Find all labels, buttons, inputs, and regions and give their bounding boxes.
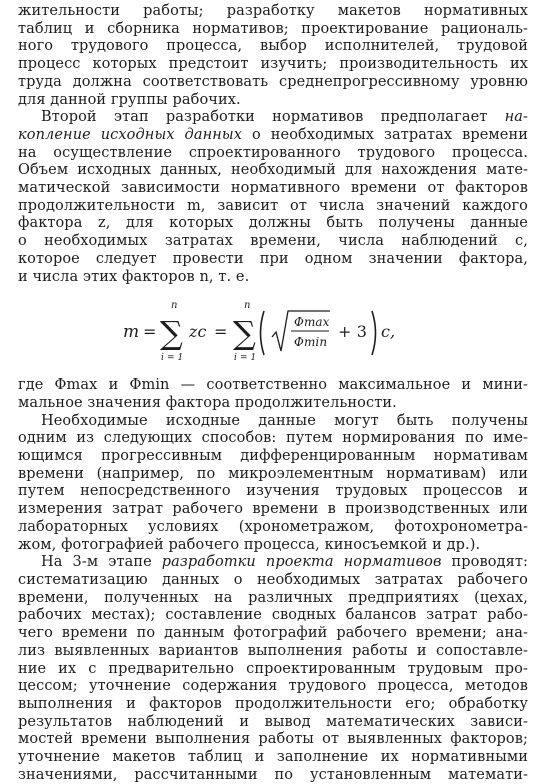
formula-equals: = [214, 322, 228, 342]
text-line: значениями, рассчитанными по установленным математи- [18, 766, 528, 783]
sum-upper-limit: n [171, 300, 178, 312]
text-line: продолжительности m, зависит от числа значений каждого [18, 197, 528, 214]
text-line: фактора z, для которых должны быть получены данные [18, 215, 528, 232]
text-line: уточнение макетов таблиц и заполнение их нормативными [18, 749, 528, 766]
sum-sign-2: ∑ [233, 314, 256, 353]
text-line: труда должна соответствовать среднепрогрессивному уровню [18, 73, 528, 90]
formula-tail: c, [381, 322, 396, 342]
text-line: матической зависимости нормативного времени от факторов [18, 180, 528, 197]
text-line: жительности работы; разработку макетов нормативных [18, 3, 528, 19]
paragraph-4 [18, 413, 528, 555]
phi-min: Φmin [294, 335, 328, 350]
text-line: таблиц и сборника нормативов; проектирование рациональ- [18, 20, 528, 37]
text-line: на осуществление спроектированного трудового процесса. [18, 144, 528, 161]
italic-term: разработки проекта нормативов [161, 554, 442, 571]
text-line: ние их с предварительно спроектированным трудовым про- [18, 660, 528, 677]
text-run: Второй этап разработки нормативов предполагает [41, 109, 505, 126]
text-line: результатов наблюдений и вывод математических зависи- [18, 713, 528, 730]
text-line [18, 127, 528, 145]
formula-graphic [123, 293, 423, 373]
paragraph-3 [18, 377, 528, 412]
phi-max: Φmax [294, 315, 330, 330]
formula [18, 293, 528, 373]
text-line: где Φmax и Φmin — соответственно максимальное и мини- [18, 377, 528, 394]
text-line: жом, фотографией рабочего процесса, киносъемкой и др.). [18, 536, 481, 553]
text-line: времени, полученных на различных предприятиях (цехах, [18, 589, 528, 606]
text-line: для данной группы рабочих. [18, 91, 241, 108]
text-line: измерения затрат рабочего времени в производственных или [18, 501, 528, 518]
paragraph-2 [18, 109, 528, 286]
formula-equals: = [143, 322, 157, 342]
text-run: о необходимых затратах времени [242, 126, 528, 143]
text-line: ющимся прогрессивным дифференцированным нормативам [18, 448, 528, 465]
text-line: Необходимые исходные данные могут быть получены [41, 412, 528, 429]
text-run: На 3-м этапе [41, 554, 162, 571]
text-line: лиз выявленных вариантов выполнения работы и сопоставле- [18, 642, 528, 659]
text-line: путем непосредственного изучения трудовых процессов и [18, 483, 528, 500]
paragraph-5 [18, 554, 528, 784]
formula-lhs: m [123, 322, 140, 343]
text-line: процесс которых предстоит изучить; производительность их [18, 56, 528, 73]
text-line: лабораторных условиях (хронометражом, фотохронометра- [18, 518, 528, 535]
text-run: проводят: [441, 554, 528, 571]
text-line: которое следует провести при одном значении фактора, [18, 250, 528, 267]
text-line: о необходимых затратах времени, числа наблюдений c, [18, 233, 528, 250]
sum-lower-limit: i = 1 [161, 353, 184, 364]
text-line: времени (например, по микроэлементным нормативам) или [18, 465, 528, 482]
sum-sign-1: ∑ [160, 314, 183, 353]
text-line: ного трудового процесса, выбор исполнителей, трудовой [18, 38, 528, 55]
text-line: систематизацию данных о необходимых затратах рабочего [18, 571, 528, 588]
left-paren [261, 311, 265, 355]
text-line: мостей времени выполнения работы от выявленных факторов; [18, 731, 528, 748]
text-line [18, 554, 528, 572]
text-line: выполнения и факторов продолжительности его; обработку [18, 695, 528, 712]
text-line: Объем исходных данных, необходимый для нахождения мате- [18, 162, 528, 179]
text-line: одним из следующих способов: путем нормирования по име- [18, 430, 528, 447]
paragraph-1 [18, 3, 528, 109]
plus-three: + 3 [338, 322, 367, 342]
document-page [18, 3, 528, 784]
text-line: рабочих местах); составление сводных балансов затрат рабо- [18, 607, 528, 624]
right-paren [372, 311, 376, 355]
text-line [18, 109, 528, 127]
italic-term: на- [504, 109, 528, 126]
italic-term: копление исходных данных [18, 126, 243, 143]
formula-zc: zc [189, 322, 207, 342]
text-line: цессом; уточнение содержания трудового процесса, методов [18, 678, 528, 695]
text-line: чего времени по данным фотографий рабочего времени; ана- [18, 625, 528, 642]
text-line: мальное значения фактора продолжительности. [18, 394, 397, 411]
text-line: и числа этих факторов n, т. е. [18, 268, 250, 285]
sum-upper-limit: n [244, 300, 251, 312]
sum-lower-limit: i = 1 [234, 353, 257, 364]
